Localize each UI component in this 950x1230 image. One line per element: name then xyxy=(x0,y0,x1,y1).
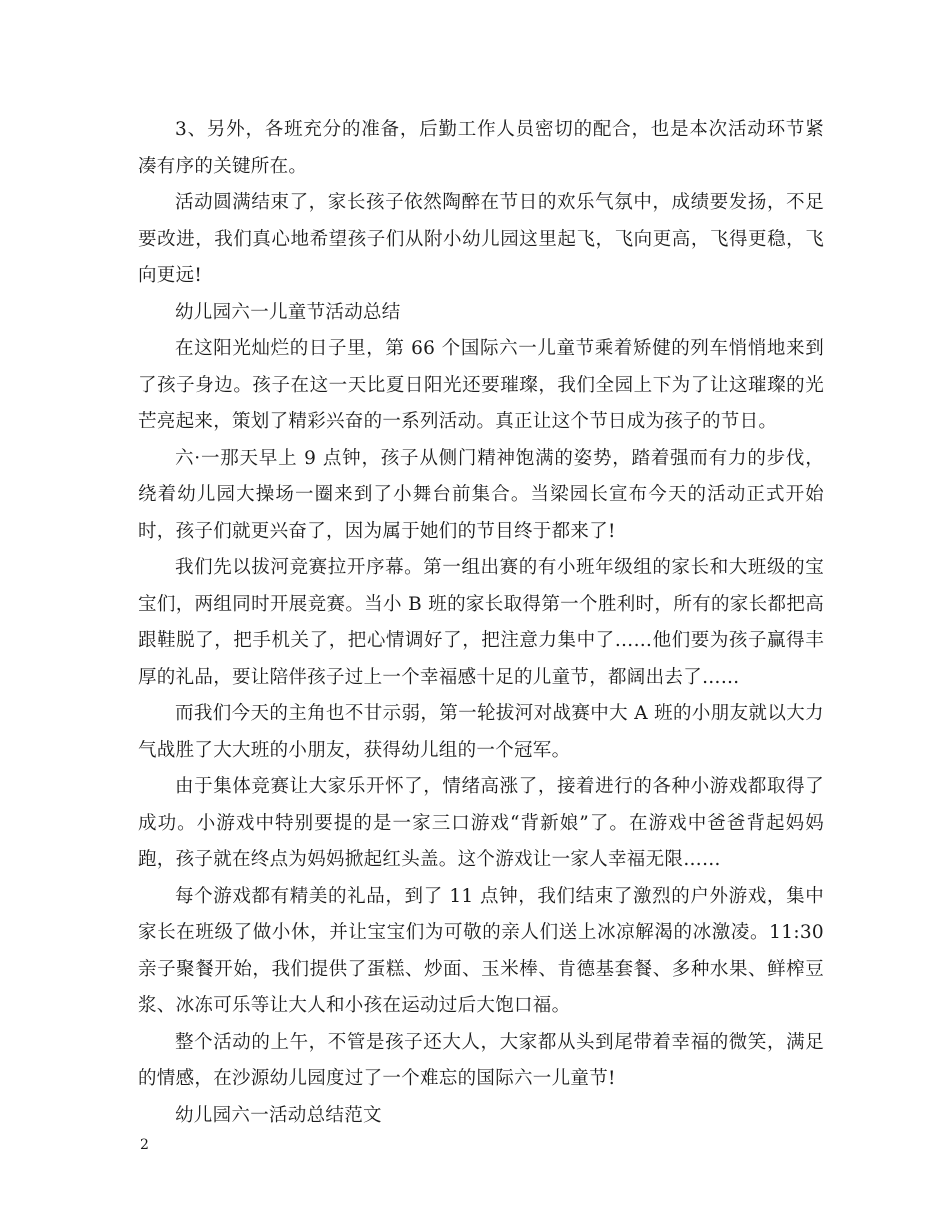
paragraph: 而我们今天的主角也不甘示弱，第一轮拔河对战赛中大 A 班的小朋友就以大力气战胜了大大班的小朋友，获得幼儿组的一个冠军。 xyxy=(138,703,824,761)
section-heading: 幼儿园六一活动总结范文 xyxy=(175,1104,382,1126)
paragraph: 由于集体竞赛让大家乐开怀了，情绪高涨了，接着进行的各种小游戏都取得了成功。小游戏中特别要提的是一家三口游戏“背新娘”了。在游戏中爸爸背起妈妈跑，孩子就在终点为妈妈掀起红头盖。这个游戏让一家人幸福无限…… xyxy=(138,776,824,870)
paragraph: 活动圆满结束了，家长孩子依然陶醉在节日的欢乐气氛中，成绩要发扬，不足要改进，我们真心地希望孩子们从附小幼儿园这里起飞，飞向更高，飞得更稳，飞向更远! xyxy=(138,192,824,286)
document-body xyxy=(138,112,831,1134)
paragraph: 3、另外，各班充分的准备，后勤工作人员密切的配合，也是本次活动环节紧凑有序的关键所在。 xyxy=(138,119,824,177)
paragraph: 整个活动的上午，不管是孩子还大人，大家都从头到尾带着幸福的微笑，满足的情感，在沙源幼儿园度过了一个难忘的国际六一儿童节! xyxy=(138,1031,824,1089)
paragraph: 六·一那天早上 9 点钟，孩子从侧门精神饱满的姿势，踏着强而有力的步伐，绕着幼儿园大操场一圈来到了小舞台前集合。当梁园长宣布今天的活动正式开始时，孩子们就更兴奋了，因为属于她们的节目终于都来了! xyxy=(138,447,824,542)
paragraph: 在这阳光灿烂的日子里，第 66 个国际六一儿童节乘着矫健的列车悄悄地来到了孩子身边。孩子在这一天比夏日阳光还要璀璨，我们全园上下为了让这璀璨的光芒亮起来，策划了精彩兴奋的一系列活动。真正让这个节日成为孩子的节日。 xyxy=(138,338,824,432)
page-number: 2 xyxy=(140,1137,149,1153)
section-heading: 幼儿园六一儿童节活动总结 xyxy=(175,301,401,323)
paragraph: 每个游戏都有精美的礼品，到了 11 点钟，我们结束了激烈的户外游戏，集中家长在班级了做小休，并让宝宝们为可敬的亲人们送上冰凉解渴的冰激凌。11:30 亲子聚餐开始，我们提供了蛋糕、炒面、玉米棒、肯德基套餐、多种水果、鲜榨豆浆、冰冻可乐等让大人和小孩在运动过后大饱口福。 xyxy=(138,885,831,1016)
paragraph: 我们先以拔河竞赛拉开序幕。第一组出赛的有小班年级组的家长和大班级的宝宝们，两组同时开展竞赛。当小 B 班的家长取得第一个胜利时，所有的家长都把高跟鞋脱了，把手机关了，把心情调好了，把注意力集中了……他们要为孩子赢得丰厚的礼品，要让陪伴孩子过上一个幸福感十足的儿童节，都阔出去了…… xyxy=(138,557,824,688)
